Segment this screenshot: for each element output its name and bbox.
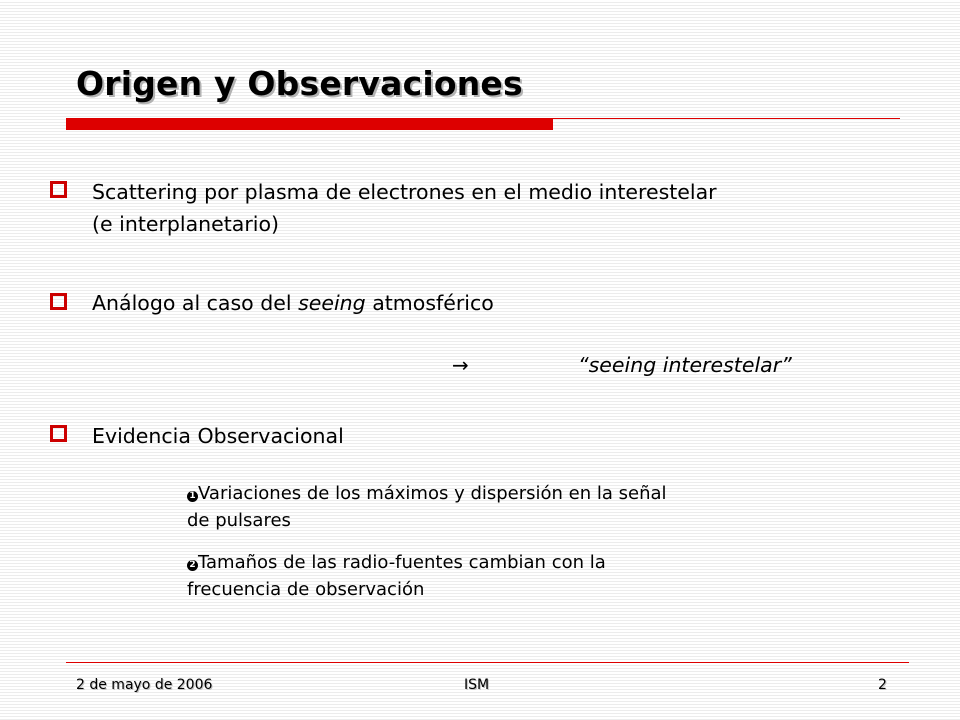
bullet-1-line2: (e interplanetario)	[92, 212, 280, 236]
title-accent-bar	[66, 118, 553, 130]
number-two-icon: 2	[187, 560, 198, 571]
bullet-1-line1: Scattering por plasma de electrones en el medio interestelar	[92, 180, 717, 204]
number-one-icon: 1	[187, 491, 198, 502]
slide-title: Origen y Observaciones	[76, 64, 523, 103]
square-bullet-icon	[50, 293, 67, 310]
square-bullet-icon	[50, 425, 67, 442]
sub-item-1-line1: Variaciones de los máximos y dispersión en la señal	[198, 483, 667, 504]
bullet-2-after: atmosférico	[365, 291, 494, 315]
sub-item-2-line2: frecuencia de observación	[187, 579, 425, 600]
title-accent-line	[553, 118, 900, 119]
bullet-2-text	[92, 288, 494, 318]
sub-item-1-line2: de pulsares	[187, 510, 291, 531]
footer-date: 2 de mayo de 2006	[76, 677, 213, 693]
bullet-3-text: Evidencia Observacional	[92, 424, 344, 448]
bullet-2-italic: seeing	[298, 291, 366, 315]
footer-line	[66, 662, 909, 663]
footer-center: ISM	[464, 677, 490, 693]
sub-item-2	[187, 549, 877, 603]
seeing-interestelar-text: “seeing interestelar”	[578, 353, 792, 377]
sub-item-1	[187, 480, 877, 534]
sub-item-2-line1: Tamaños de las radio-fuentes cambian con la	[198, 552, 606, 573]
square-bullet-icon	[50, 181, 67, 198]
bullet-2-before: Análogo al caso del	[92, 291, 299, 315]
page-number: 2	[878, 677, 887, 693]
right-arrow-icon: →	[452, 353, 469, 377]
